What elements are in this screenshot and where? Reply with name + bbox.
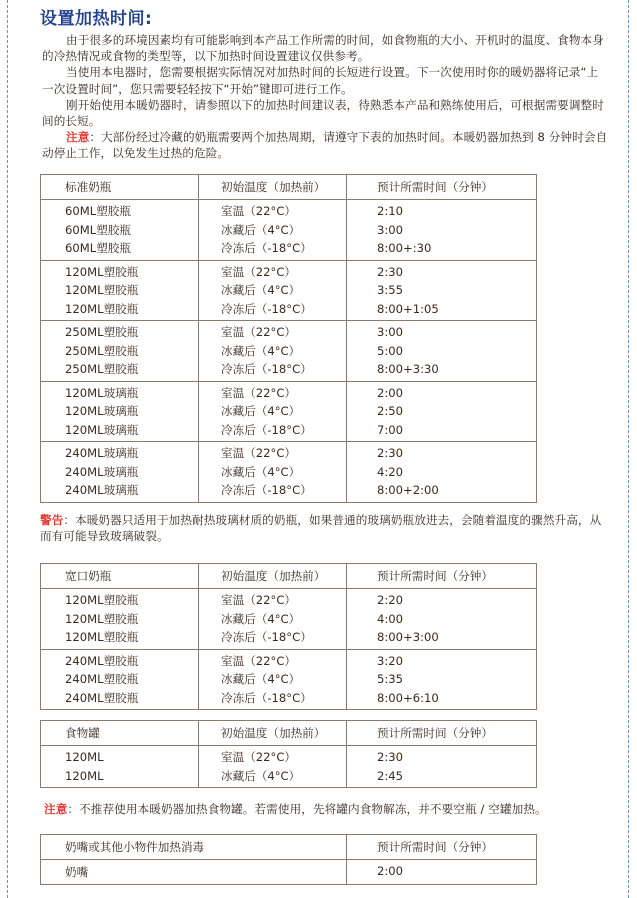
bottle-cell-line: 250ML塑胶瓶 <box>65 325 139 339</box>
time-cell-line: 3:55 <box>377 283 404 297</box>
time-cell <box>347 381 537 442</box>
temp-cell <box>199 200 347 261</box>
time-cell-line: 8:00+3:00 <box>377 630 439 644</box>
temp-cell-line: 室温（22°C） <box>221 385 297 400</box>
bottle-cell-line: 120ML玻璃瓶 <box>65 404 139 418</box>
time-cell-line: 2:45 <box>377 768 404 783</box>
time-cell-line: 2:30 <box>377 446 404 460</box>
table-header-row <box>41 835 537 860</box>
bottle-cell-line: 60ML塑胶瓶 <box>65 204 131 218</box>
bottle-cell-line: 120ML玻璃瓶 <box>65 422 139 437</box>
table-row <box>41 746 537 788</box>
warning-paragraph <box>40 512 610 544</box>
right-dashed-border <box>628 0 629 898</box>
standard-bottle-table <box>40 174 537 503</box>
intro-paragraph-3: 刚开始使用本暖奶器时，请参照以下的加热时间建议表，待熟悉本产品和熟练使用后，可根据需要调整时间的长短。 <box>42 97 604 129</box>
bottle-cell-line: 120ML玻璃瓶 <box>65 385 139 400</box>
time-cell-line: 8:00+2:00 <box>377 483 439 497</box>
time-cell-line: 2:50 <box>377 404 404 418</box>
temp-cell <box>199 589 347 650</box>
time-cell-line: 4:20 <box>377 464 404 479</box>
bottle-cell <box>41 649 199 710</box>
bottle-cell-line: 120ML塑胶瓶 <box>65 630 139 644</box>
document-body <box>40 6 610 162</box>
bottle-cell-line: 250ML塑胶瓶 <box>65 362 139 376</box>
bottle-cell-line: 120ML塑胶瓶 <box>65 301 139 316</box>
jar-notice-text: ：不推荐使用本暖奶器加热食物罐。若需使用，先将罐内食物解冻，并不要空瓶 / 空罐加热。 <box>67 802 547 816</box>
bottle-cell-line: 120ML <box>65 768 104 783</box>
temp-cell <box>199 381 347 442</box>
table-row <box>41 260 537 321</box>
time-cell <box>347 589 537 650</box>
notice-text: ：大部份经过冷藏的奶瓶需要两个加热周期，请遵守下表的加热时间。本暖奶器加热到 8 分钟时会自动停止工作，以免发生过热的危险。 <box>42 130 608 161</box>
bottle-cell-line: 60ML塑胶瓶 <box>65 241 131 255</box>
nipple-sterilize-table <box>40 834 537 885</box>
time-cell-line: 5:35 <box>377 672 404 686</box>
bottle-cell-line: 120ML塑胶瓶 <box>65 611 139 626</box>
bottle-cell-line: 120ML塑胶瓶 <box>65 593 139 607</box>
temp-cell-line: 冰藏后（4°C） <box>221 283 301 297</box>
header-time: 预计所需时间（分钟） <box>347 721 537 746</box>
time-cell-line: 4:00 <box>377 611 404 626</box>
temp-cell-line: 室温（22°C） <box>221 204 297 218</box>
bottle-cell-line: 240ML玻璃瓶 <box>65 483 139 497</box>
temp-cell-line: 室温（22°C） <box>221 653 297 668</box>
bottle-cell <box>41 381 199 442</box>
temp-cell-line: 室温（22°C） <box>221 750 297 764</box>
temp-cell-line: 室温（22°C） <box>221 325 297 339</box>
bottle-cell <box>41 746 199 788</box>
time-cell-line: 8:00+1:05 <box>377 301 439 316</box>
table-row <box>41 200 537 261</box>
temp-cell-line: 冷冻后（-18°C） <box>221 362 312 376</box>
time-cell-line: 2:30 <box>377 264 404 279</box>
table-row <box>41 649 537 710</box>
temp-cell-line: 冰藏后（4°C） <box>221 464 301 479</box>
header-jar: 食物罐 <box>41 721 199 746</box>
time-cell <box>347 260 537 321</box>
bottle-cell <box>41 321 199 382</box>
warning-text: ：本暖奶器只适用于加热耐热玻璃材质的奶瓶，如果普通的玻璃奶瓶放进去，会随着温度的骤然升高，从而有可能导致玻璃破裂。 <box>40 513 602 544</box>
time-cell-line: 2:00 <box>377 385 404 400</box>
time-cell-line: 8:00+6:10 <box>377 690 439 705</box>
time-cell-line: 5:00 <box>377 343 404 358</box>
temp-cell-line: 室温（22°C） <box>221 593 297 607</box>
bottle-cell-line: 240ML玻璃瓶 <box>65 446 139 460</box>
time-cell-line: 3:00 <box>377 222 404 237</box>
jar-notice-paragraph <box>44 801 624 817</box>
bottle-cell <box>41 260 199 321</box>
temp-cell <box>199 321 347 382</box>
temp-cell <box>199 746 347 788</box>
notice-paragraph <box>42 129 610 161</box>
time-cell-line: 2:10 <box>377 204 404 218</box>
time-cell-line: 3:20 <box>377 653 404 668</box>
table-row <box>41 860 537 885</box>
bottle-cell <box>41 200 199 261</box>
temp-cell-line: 冷冻后（-18°C） <box>221 301 312 316</box>
intro-section <box>40 32 610 162</box>
bottle-cell-line: 120ML <box>65 750 104 764</box>
temp-cell-line: 冷冻后（-18°C） <box>221 690 312 705</box>
table-header-row <box>41 564 537 589</box>
item-cell: 奶嘴 <box>41 860 347 885</box>
table-row <box>41 321 537 382</box>
temp-cell-line: 冷冻后（-18°C） <box>221 422 312 437</box>
bottle-cell-line: 240ML塑胶瓶 <box>65 653 139 668</box>
time-cell-line: 2:30 <box>377 750 404 764</box>
temp-cell <box>199 649 347 710</box>
table-row <box>41 442 537 503</box>
intro-paragraph-2: 当使用本电器时，您需要根据实际情况对加热时间的长短进行设置。下一次使用时你的暖奶器将记录“上一次设置时间”，您只需要轻轻按下“开始”键即可进行工作。 <box>42 65 599 96</box>
time-cell <box>347 442 537 503</box>
bottle-cell <box>41 442 199 503</box>
header-start-temp: 初始温度（加热前） <box>199 721 347 746</box>
temp-cell-line: 冰藏后（4°C） <box>221 611 301 626</box>
temp-cell-line: 冰藏后（4°C） <box>221 404 301 418</box>
header-item: 奶嘴或其他小物件加热消毒 <box>41 835 347 860</box>
warning-label: 警告 <box>40 513 64 527</box>
bottle-cell-line: 120ML塑胶瓶 <box>65 283 139 297</box>
temp-cell-line: 冷冻后（-18°C） <box>221 483 312 497</box>
bottle-cell-line: 240ML玻璃瓶 <box>65 464 139 479</box>
temp-cell-line: 冰藏后（4°C） <box>221 768 301 783</box>
table-row <box>41 381 537 442</box>
temp-cell-line: 冰藏后（4°C） <box>221 672 301 686</box>
bottle-cell-line: 60ML塑胶瓶 <box>65 222 131 237</box>
notice-label: 注意 <box>66 130 90 145</box>
bottle-cell-line: 250ML塑胶瓶 <box>65 343 139 358</box>
header-time: 预计所需时间（分钟） <box>347 835 537 860</box>
header-bottle: 标准奶瓶 <box>41 175 199 200</box>
bottle-cell-line: 240ML塑胶瓶 <box>65 672 139 686</box>
time-cell-line: 2:20 <box>377 593 404 607</box>
jar-notice-label: 注意 <box>44 802 68 816</box>
time-cell <box>347 649 537 710</box>
wide-neck-bottle-table <box>40 563 537 710</box>
time-cell-line: 7:00 <box>377 422 404 437</box>
time-cell: 2:00 <box>347 860 537 885</box>
time-cell-line: 3:00 <box>377 325 404 339</box>
temp-cell-line: 室温（22°C） <box>221 446 297 460</box>
left-dashed-border <box>7 0 8 898</box>
bottle-cell <box>41 589 199 650</box>
header-time: 预计所需时间（分钟） <box>347 175 537 200</box>
time-cell <box>347 321 537 382</box>
temp-cell-line: 冷冻后（-18°C） <box>221 630 312 644</box>
table-header-row <box>41 721 537 746</box>
bottle-cell-line: 240ML塑胶瓶 <box>65 690 139 705</box>
header-start-temp: 初始温度（加热前） <box>199 175 347 200</box>
header-bottle: 宽口奶瓶 <box>41 564 199 589</box>
temp-cell-line: 冰藏后（4°C） <box>221 222 301 237</box>
time-cell-line: 8:00+3:30 <box>377 362 439 376</box>
temp-cell-line: 冷冻后（-18°C） <box>221 241 312 255</box>
table-row <box>41 589 537 650</box>
page-title: 设置加热时间: <box>40 9 153 29</box>
time-cell <box>347 200 537 261</box>
time-cell-line: 8:00+:30 <box>377 241 432 255</box>
bottle-cell-line: 120ML塑胶瓶 <box>65 264 139 279</box>
temp-cell-line: 室温（22°C） <box>221 264 297 279</box>
intro-paragraph-1: 由于很多的环境因素均有可能影响到本产品工作所需的时间，如食物瓶的大小、开机时的温度、食物本身的冷热情况或食物的类型等，以下加热时间设置建议仅供参考。 <box>42 33 604 64</box>
temp-cell <box>199 260 347 321</box>
time-cell <box>347 746 537 788</box>
header-time: 预计所需时间（分钟） <box>347 564 537 589</box>
temp-cell <box>199 442 347 503</box>
food-jar-table <box>40 720 537 788</box>
header-start-temp: 初始温度（加热前） <box>199 564 347 589</box>
temp-cell-line: 冰藏后（4°C） <box>221 343 301 358</box>
table-header-row <box>41 175 537 200</box>
